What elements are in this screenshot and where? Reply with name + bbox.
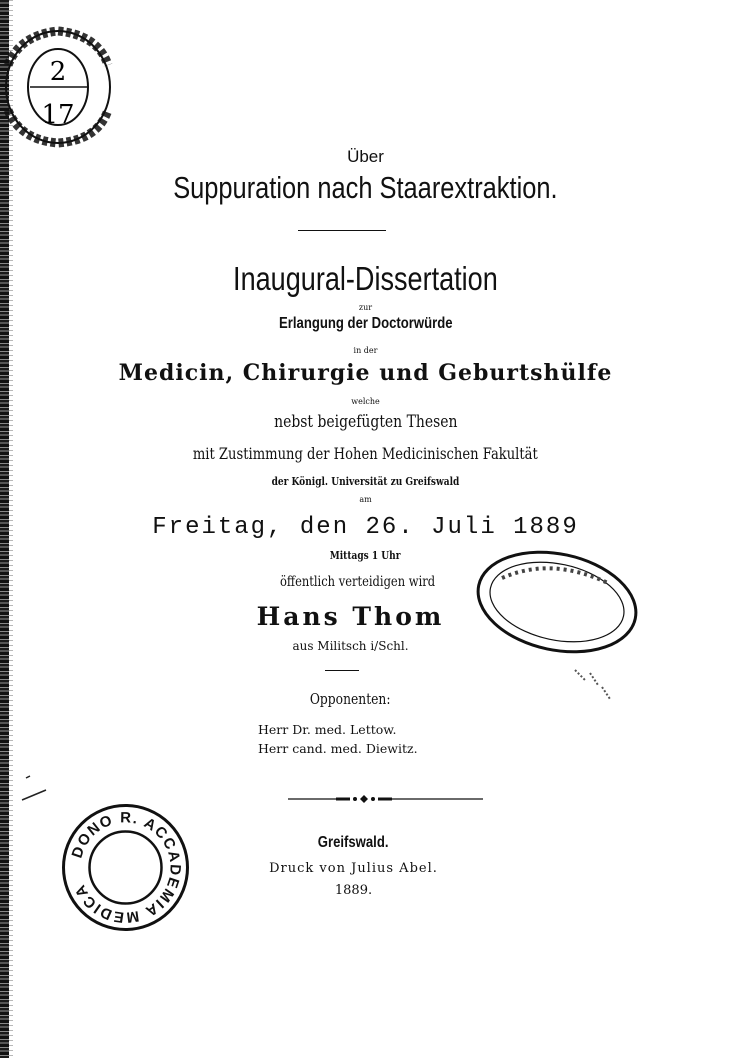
origin-text: aus Militsch i/Schl. <box>292 639 409 653</box>
welche-text: welche <box>351 397 380 406</box>
library-stamp-top <box>0 25 120 150</box>
defend-text: öffentlich verteidigen wird <box>279 574 436 590</box>
university-text: der Königl. Universität zu Greifswald <box>271 475 460 488</box>
dissertation-heading: Inaugural-Dissertation <box>233 260 498 297</box>
printer-text: Druck von Julius Abel. <box>269 861 438 876</box>
place-text: Greifswald. <box>318 834 389 851</box>
in-der-text: in der <box>353 346 378 355</box>
scan-mark <box>20 770 50 810</box>
time-text: Mittags 1 Uhr <box>330 549 401 562</box>
author-rule <box>325 670 359 671</box>
opponent-2: Herr cand. med. Diewitz. <box>258 741 418 756</box>
stamp-number-top: 2 <box>49 57 67 87</box>
erlangung-text: Erlangung der Doctorwürde <box>278 315 453 332</box>
academy-stamp-text: DONO R. ACCADEMIA MEDICA <box>68 809 184 926</box>
title-pre: Über <box>347 147 384 166</box>
zustimmung-text: mit Zustimmung der Hohen Medicinischen Fakultät <box>193 444 538 463</box>
zur-text: zur <box>358 303 373 312</box>
opponents-heading: Opponenten: <box>310 690 391 708</box>
title: Suppuration nach Staarextraktion. <box>173 170 558 205</box>
opponent-1: Herr Dr. med. Lettow. <box>258 722 397 737</box>
nebst-text: nebst beigefügten Thesen <box>273 412 458 432</box>
faculties-text: Medicin, Chirurgie und Geburtshülfe <box>118 360 613 386</box>
ornamental-divider <box>288 792 483 806</box>
author-name: Hans Thom <box>256 602 445 631</box>
stamp-number-bottom: 17 <box>41 100 75 130</box>
academy-stamp <box>58 800 193 935</box>
year-text: 1889. <box>334 883 373 898</box>
date-text: Freitag, den 26. Juli 1889 <box>152 514 579 541</box>
am-text: am <box>359 495 372 504</box>
svg-text:DONO R. ACCADEMIA MEDICA <box>69 809 184 926</box>
title-rule <box>298 230 386 231</box>
